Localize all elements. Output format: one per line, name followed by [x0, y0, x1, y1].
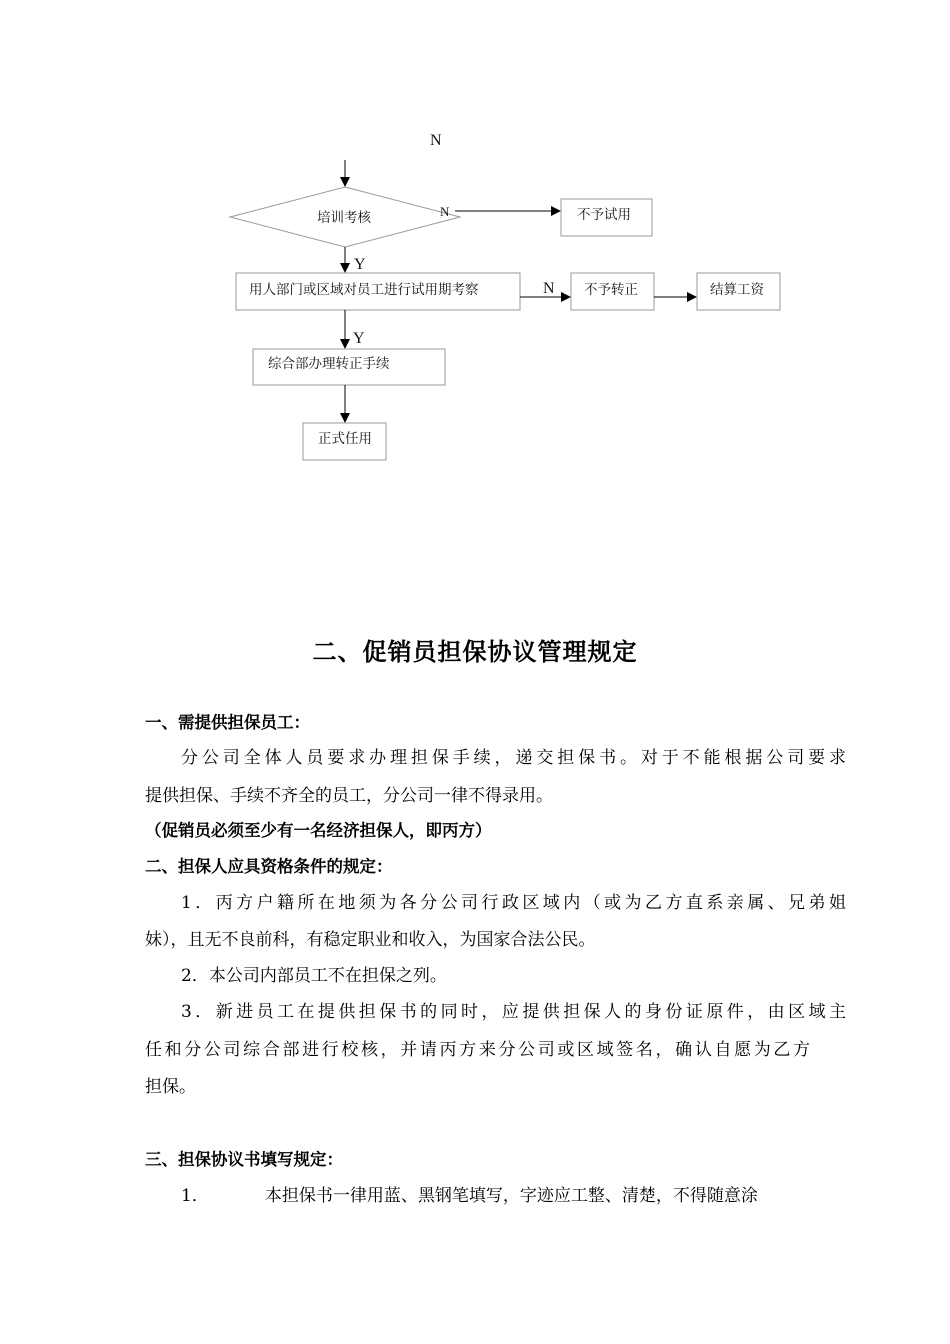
- heading-required-guarantee: 一、需提供担保员工：: [145, 713, 310, 732]
- item-3-line-2: 任和分公司综合部进行校核，并请丙方来分公司或区域签名，确认自愿为乙方: [145, 1040, 810, 1060]
- item-2: 2．本公司内部员工不在担保之列。: [181, 966, 447, 986]
- recruitment-flowchart: [0, 0, 950, 480]
- item-3-line-1: 3．新进员工在提供担保书的同时，应提供担保人的身份证原件，由区域主: [181, 1002, 846, 1022]
- flow-label-no-2: N: [543, 280, 555, 297]
- item-4-line-1: [145, 1186, 846, 1206]
- paragraph-1-line-1: 分公司全体人员要求办理担保手续，递交担保书。对于不能根据公司要求: [181, 748, 846, 768]
- flow-box-review-label: 用人部门或区域对员工进行试用期考察: [249, 282, 479, 298]
- flow-decision-training-label: 培训考核: [317, 210, 371, 226]
- paragraph-1-line-2: 提供担保、手续不齐全的员工，分公司一律不得录用。: [145, 786, 553, 806]
- flow-box-reject-regular-label: 不予转正: [584, 282, 638, 298]
- flow-box-reject-trial-label: 不予试用: [577, 207, 631, 223]
- section-title: 二、促销员担保协议管理规定: [312, 638, 638, 666]
- item-4-text: 本担保书一律用蓝、黑钢笔填写，字迹应工整、清楚，不得随意涂: [264, 1186, 758, 1206]
- flow-box-formal-label: 正式任用: [318, 431, 372, 447]
- heading-fill-rules: 三、担保协议书填写规定：: [145, 1150, 343, 1169]
- flow-label-top: N: [430, 132, 442, 149]
- item-3-line-3: 担保。: [145, 1077, 196, 1097]
- flow-box-settle-wages-label: 结算工资: [710, 282, 764, 298]
- item-1-line-1: 1．丙方户籍所在地须为各分公司行政区域内（或为乙方直系亲属、兄弟姐: [181, 893, 846, 913]
- flow-label-yes-1: Y: [354, 256, 366, 273]
- note-guarantor-requirement: （促销员必须至少有一名经济担保人，即丙方）: [145, 821, 492, 840]
- flow-label-no-1: N: [440, 204, 450, 219]
- flow-label-yes-2: Y: [353, 330, 365, 347]
- item-4-number: 1．: [181, 1186, 209, 1206]
- heading-guarantor-qualification: 二、担保人应具资格条件的规定：: [145, 857, 393, 876]
- item-1-line-2: 妹），且无不良前科，有稳定职业和收入，为国家合法公民。: [145, 930, 596, 950]
- flow-box-process-label: 综合部办理转正手续: [268, 356, 390, 372]
